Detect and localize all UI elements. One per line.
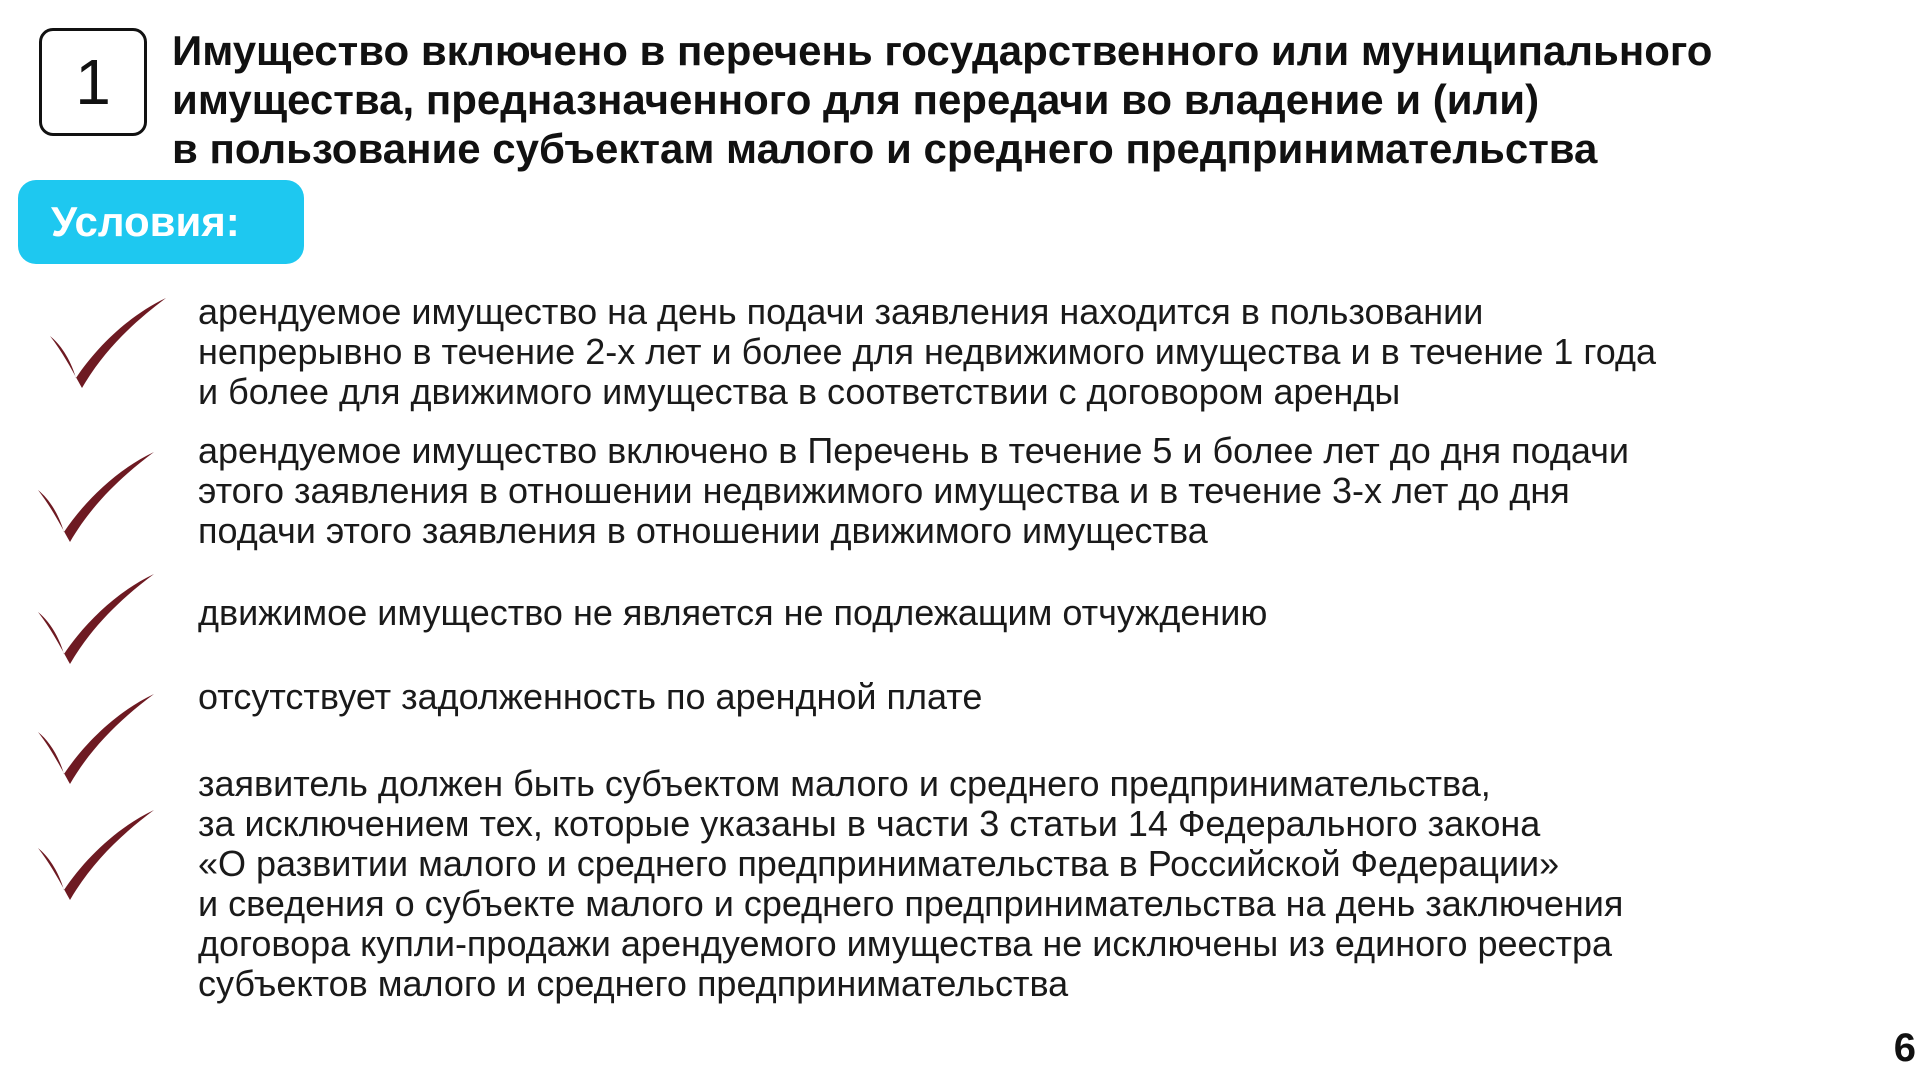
checkmark-icon — [30, 804, 160, 904]
condition-line: подачи этого заявления в отношении движимого имущества — [198, 510, 1208, 551]
condition-item — [198, 677, 1898, 717]
checkmark-icon — [30, 688, 160, 788]
condition-line: «О развитии малого и среднего предпринимательства в Российской Федерации» — [198, 843, 1560, 884]
condition-item — [198, 292, 1898, 412]
condition-line: отсутствует задолженность по арендной плате — [198, 676, 983, 717]
slide-title-line: Имущество включено в перечень государственного или муниципального — [172, 27, 1713, 74]
condition-line: арендуемое имущество на день подачи заявления находится в пользовании — [198, 291, 1484, 332]
condition-line: арендуемое имущество включено в Перечень в течение 5 и более лет до дня подачи — [198, 430, 1629, 471]
condition-line: движимое имущество не является не подлежащим отчуждению — [198, 592, 1268, 633]
slide-number-box — [39, 28, 147, 136]
condition-item — [198, 431, 1898, 551]
condition-line: и сведения о субъекте малого и среднего предпринимательства на день заключения — [198, 883, 1624, 924]
condition-item — [198, 593, 1898, 633]
conditions-badge — [18, 180, 304, 264]
slide-title-line: имущества, предназначенного для передачи во владение и (или) — [172, 76, 1540, 123]
condition-line: заявитель должен быть субъектом малого и среднего предпринимательства, — [198, 763, 1491, 804]
checkmark-icon — [30, 568, 160, 668]
page-number: 6 — [1893, 1026, 1916, 1070]
condition-line: договора купли-продажи арендуемого имущества не исключены из единого реестра — [198, 923, 1613, 964]
slide-title — [172, 26, 1902, 173]
condition-line: субъектов малого и среднего предпринимательства — [198, 963, 1069, 1004]
condition-line: и более для движимого имущества в соответствии с договором аренды — [198, 371, 1401, 412]
condition-line: за исключением тех, которые указаны в части 3 статьи 14 Федерального закона — [198, 803, 1541, 844]
checkmark-icon — [30, 446, 160, 546]
condition-line: непрерывно в течение 2-х лет и более для недвижимого имущества и в течение 1 года — [198, 331, 1657, 372]
condition-item — [198, 764, 1898, 1004]
conditions-badge-label: Условия: — [51, 198, 240, 245]
condition-line: этого заявления в отношении недвижимого имущества и в течение 3-х лет до дня — [198, 470, 1570, 511]
slide-title-line: в пользование субъектам малого и среднего предпринимательства — [172, 125, 1598, 172]
checkmark-icon — [42, 292, 172, 392]
slide-number: 1 — [75, 46, 111, 118]
